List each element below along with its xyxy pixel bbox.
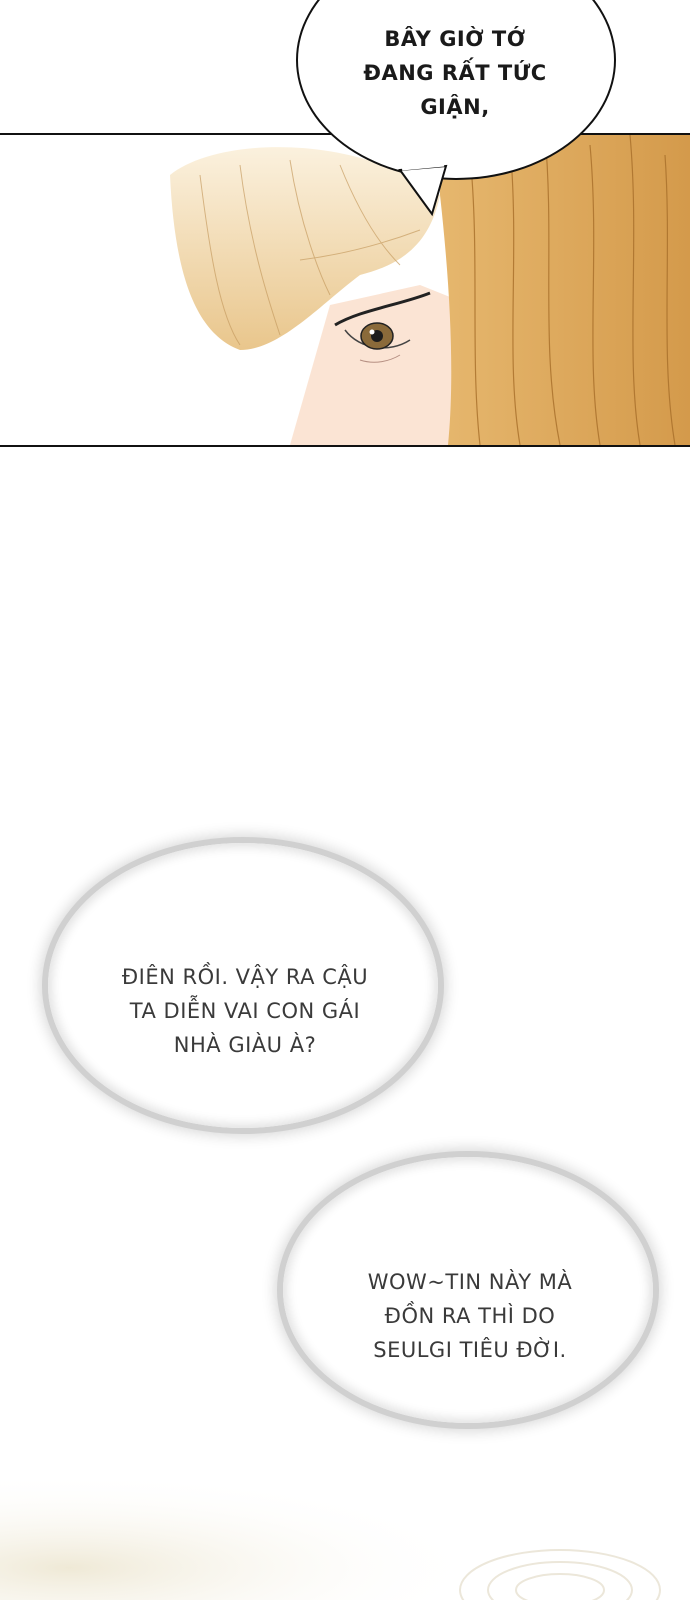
thought-line: WOW~TIN NÀY MÀ bbox=[367, 1270, 573, 1294]
thought-line: ĐỒN RA THÌ DO bbox=[384, 1304, 556, 1328]
thought-line: NHÀ GIÀU À? bbox=[173, 1033, 317, 1057]
comic-panel bbox=[0, 133, 690, 447]
character-illustration bbox=[0, 135, 690, 445]
speech-line: BÂY GIỜ TỚ bbox=[384, 27, 526, 51]
thought-text-1 bbox=[95, 960, 395, 1062]
speech-text-top bbox=[340, 22, 570, 124]
speech-line: GIẬN, bbox=[420, 95, 490, 119]
hair-right bbox=[440, 135, 690, 445]
thought-line: SEULGI TIÊU ĐỜI. bbox=[373, 1338, 567, 1362]
background-light-art bbox=[0, 1440, 690, 1600]
speech-line: ĐANG RẤT TỨC bbox=[363, 61, 547, 85]
thought-text-2 bbox=[330, 1265, 610, 1367]
thought-line: TA DIỄN VAI CON GÁI bbox=[129, 999, 361, 1023]
thought-line: ĐIÊN RỒI. VẬY RA CẬU bbox=[121, 965, 369, 989]
